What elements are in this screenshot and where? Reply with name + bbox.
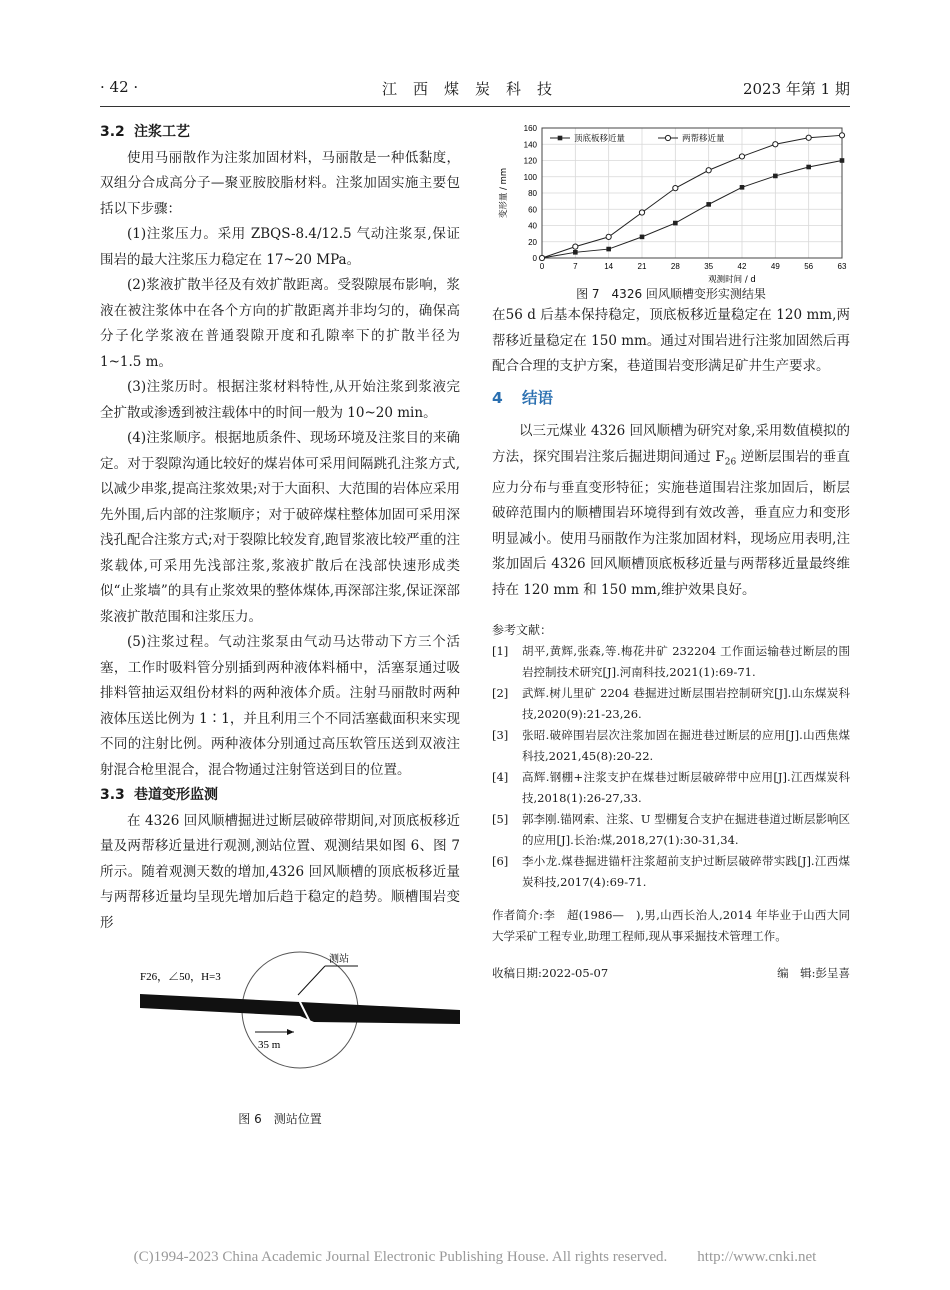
reference-item: [492, 767, 850, 809]
x-axis-label: 观测时间 / d: [708, 275, 756, 285]
legend-square-marker: [558, 136, 563, 141]
fault-label: F26，∠50，H=3: [140, 971, 221, 983]
data-point: [639, 210, 644, 215]
running-header: [100, 78, 850, 106]
station-label: 测站: [329, 954, 349, 965]
reference-number: [2]: [492, 686, 509, 701]
reference-item: [492, 641, 850, 683]
reference-text: 郭李刚.锚网索、注浆、U 型棚复合支护在掘进巷道过断层影响区的应用[J].长治:煤,2018,27(1):30-31,34.: [522, 812, 850, 848]
section-number: 3.3: [100, 787, 125, 803]
section-title: 结语: [522, 388, 554, 407]
x-tick-label: 7: [573, 262, 578, 271]
references-title: 参考文献：: [492, 623, 553, 638]
section-number: 4: [492, 388, 503, 407]
distance-arrow-icon: [287, 1029, 294, 1035]
y-axis-label: 变形量 / mm: [499, 167, 509, 219]
x-tick-label: 56: [804, 262, 814, 271]
x-tick-label: 14: [604, 262, 614, 271]
data-point: [773, 142, 778, 147]
section-3-3-heading: [100, 783, 460, 809]
paragraph: 在56 d 后基本保持稳定，顶底板移近量稳定在 120 mm,两帮移近量稳定在 150 mm。通过对围岩进行注浆加固然后再配合合理的支护方案，巷道围岩变形满足矿井生产要求。: [492, 307, 850, 374]
data-point: [539, 255, 544, 260]
section-title: 注浆工艺: [134, 124, 190, 140]
section-4-heading: [492, 386, 850, 412]
data-point: [673, 221, 678, 226]
fault-subscript: 26: [724, 457, 737, 468]
legend-circle-marker: [665, 135, 670, 140]
paragraph: (2)浆液扩散半径及有效扩散距离。受裂隙展布影响，浆液在被注浆体中在各个方向的扩散距离并非均匀的，确保高分子化学浆液在普通裂隙开度和孔隙率下的扩散半径为 1~1.5 m。: [100, 277, 460, 370]
data-point: [740, 185, 745, 190]
reference-text: 胡平,黄辉,张森,等.梅花井矿 232204 工作面运输巷过断层的围岩控制技术研究[J].河南科技,2021(1):69-71.: [522, 644, 850, 680]
y-tick-label: 0: [532, 254, 537, 263]
left-column: [100, 120, 460, 1128]
paragraph: (5)注浆过程。气动注浆泵由气动马达带动下方三个活塞，工作时吸料管分别插到两种液体料桶中，活塞泵通过吸排料管抽运双组份材料的两种液体介质。注射马丽散时两种液体压送比例为 1∶1，并且利用三个不同活塞截面积来实现不同的注射比例。两种液体分别通过高压软管压送到双液注射混合枪里混合，混合物通过注射管送到目的位置。: [100, 634, 460, 778]
editor-name: 编 辑:彭呈喜: [777, 966, 850, 981]
series-line: [542, 135, 842, 258]
reference-text: 武辉.树儿里矿 2204 巷掘进过断层围岩控制研究[J].山东煤炭科技,2020(9):21-23,26.: [522, 686, 850, 722]
y-tick-label: 40: [528, 221, 537, 231]
station-diagram-svg: [100, 940, 460, 1110]
x-tick-label: 0: [539, 262, 545, 271]
legend-label: 两帮移近量: [682, 134, 725, 144]
distance-label: 35 m: [258, 1039, 281, 1051]
page-number: · 42 ·: [100, 78, 139, 96]
x-tick-label: 21: [637, 262, 647, 271]
data-point: [606, 247, 611, 252]
reference-number: [5]: [492, 812, 509, 827]
reference-number: [1]: [492, 644, 509, 659]
reference-number: [4]: [492, 770, 509, 785]
section-3-2-heading: [100, 120, 460, 146]
reference-item: [492, 809, 850, 851]
station-leader-line: [298, 966, 325, 995]
data-point: [640, 235, 645, 240]
reference-text: 李小龙.煤巷掘进锚杆注浆超前支护过断层破碎带实践[J].江西煤炭科技,2017(4):69-71.: [522, 854, 850, 890]
figure-6-station-diagram: [100, 940, 460, 1110]
figure-6-caption: 图 6 测站位置: [238, 1112, 322, 1126]
received-date: 收稿日期:2022-05-07: [492, 966, 609, 981]
paragraph: 在 4326 回风顺槽掘进过断层破碎带期间,对顶底板移近量及两帮移近量进行观测,测站位置、观测结果如图 6、图 7 所示。随着观测天数的增加,4326 回风顺槽的顶底板移近量与两帮移近量均呈现先增加后趋于稳定的趋势。顺槽围岩变形: [100, 812, 460, 931]
conclusion-text-a: 以三元煤业 4326 回风顺槽为研究对象,采用数值模拟的方法，探究围岩注浆后掘进期间通过 F: [492, 423, 850, 465]
paragraph: (1)注浆压力。采用 ZBQS-8.4/12.5 气动注浆泵,保证围岩的最大注浆压力稳定在 17~20 MPa。: [100, 226, 460, 268]
reference-number: [3]: [492, 728, 509, 743]
issue-label: 2023 年第 1 期: [742, 80, 850, 98]
y-tick-label: 20: [528, 237, 537, 247]
paragraph: (4)注浆顺序。根据地质条件、现场环境及注浆目的来确定。对于裂隙沟通比较好的煤岩体可采用间隔跳孔注浆方式,以减少串浆,提高注浆效果;对于大面积、大范围的岩体应采用先外围,后内部的注浆顺序；对于破碎煤柱整体加固可采用深浅孔配合注浆方式;对于裂隙比较发育,跑冒浆液比较严重的注浆载体,可采用先浅部注浆,浆液扩散后在浅部快速形成类似“止浆墙”的具有止浆效果的整体煤体,再深部注浆,保证深部浆液扩散范围和注浆压力。: [100, 430, 460, 625]
data-point: [739, 154, 744, 159]
author-bio: 作者简介:李 超(1986— ),男,山西长治人,2014 年毕业于山西大同大学采矿工程专业,助理工程师,现从事采掘技术管理工作。: [492, 908, 850, 944]
reference-list: [492, 641, 850, 893]
data-point: [706, 168, 711, 173]
y-tick-label: 120: [523, 156, 537, 166]
data-point: [606, 234, 611, 239]
reference-item: [492, 851, 850, 893]
section-title: 巷道变形监测: [134, 787, 218, 803]
x-tick-label: 28: [670, 262, 680, 271]
paragraph: (3)注浆历时。根据注浆材料特性,从开始注浆到浆液完全扩散或渗透到被注载体中的时间一般为 10~20 min。: [100, 379, 460, 421]
x-tick-label: 49: [770, 262, 780, 271]
header-rule: [100, 106, 850, 107]
data-point: [806, 135, 811, 140]
roadway-left-segment: [140, 994, 300, 1016]
received-editor-line: [492, 961, 850, 987]
figure-7-caption: 图 7 4326 回风顺槽变形实测结果: [576, 287, 766, 301]
data-point: [573, 244, 578, 249]
data-point: [840, 158, 845, 163]
reference-item: [492, 725, 850, 767]
data-point: [806, 165, 811, 170]
reference-number: [6]: [492, 854, 509, 869]
y-tick-label: 140: [523, 140, 537, 150]
legend-label: 顶底板移近量: [574, 134, 626, 144]
fault-line: [284, 970, 314, 1030]
section-number: 3.2: [100, 124, 125, 140]
right-column: [492, 120, 850, 987]
conclusion-text-b: 逆断层围岩的垂直应力分布与垂直变形特征；实施巷道围岩注浆加固后，断层破碎范围内的顺槽围岩环境得到有效改善，垂直应力和变形明显减小。使用马丽散作为注浆加固材料，现场应用表明,注浆加固后 4326 回风顺槽顶底板移近量与两帮移近量最终维持在 120 mm 和 150 mm,维护效果良好。: [492, 448, 850, 598]
copyright-footer: (C)1994-2023 China Academic Journal Electronic Publishing House. All rights reserved. http://www.cnki.net: [133, 1249, 817, 1265]
figure-7-chart: [492, 120, 850, 285]
reference-item: [492, 683, 850, 725]
data-point: [706, 202, 711, 207]
roadway-right-segment: [300, 1002, 460, 1024]
x-tick-label: 35: [704, 262, 714, 271]
x-tick-label: 42: [737, 262, 747, 271]
journal-name: 江西煤炭科技: [381, 80, 568, 98]
data-point: [673, 186, 678, 191]
y-tick-label: 160: [523, 124, 537, 133]
data-point: [773, 174, 778, 179]
data-point: [839, 133, 844, 138]
data-point: [573, 250, 578, 255]
conclusion-paragraph: [492, 419, 850, 603]
deformation-line-chart: [492, 120, 850, 285]
reference-text: 张昭.破碎围岩层次注浆加固在掘进巷过断层的应用[J].山西焦煤科技,2021,45(8):20-22.: [522, 728, 850, 764]
y-tick-label: 80: [528, 189, 537, 198]
reference-text: 高辉.钢棚+注浆支护在煤巷过断层破碎带中应用[J].江西煤炭科技,2018(1):26-27,33.: [522, 770, 850, 806]
y-tick-label: 100: [523, 172, 537, 182]
paragraph: 使用马丽散作为注浆加固材料，马丽散是一种低黏度，双组分合成高分子—聚亚胺胶脂材料。注浆加固实施主要包括以下步骤：: [100, 149, 460, 217]
x-tick-label: 63: [837, 262, 847, 271]
y-tick-label: 60: [528, 205, 537, 215]
